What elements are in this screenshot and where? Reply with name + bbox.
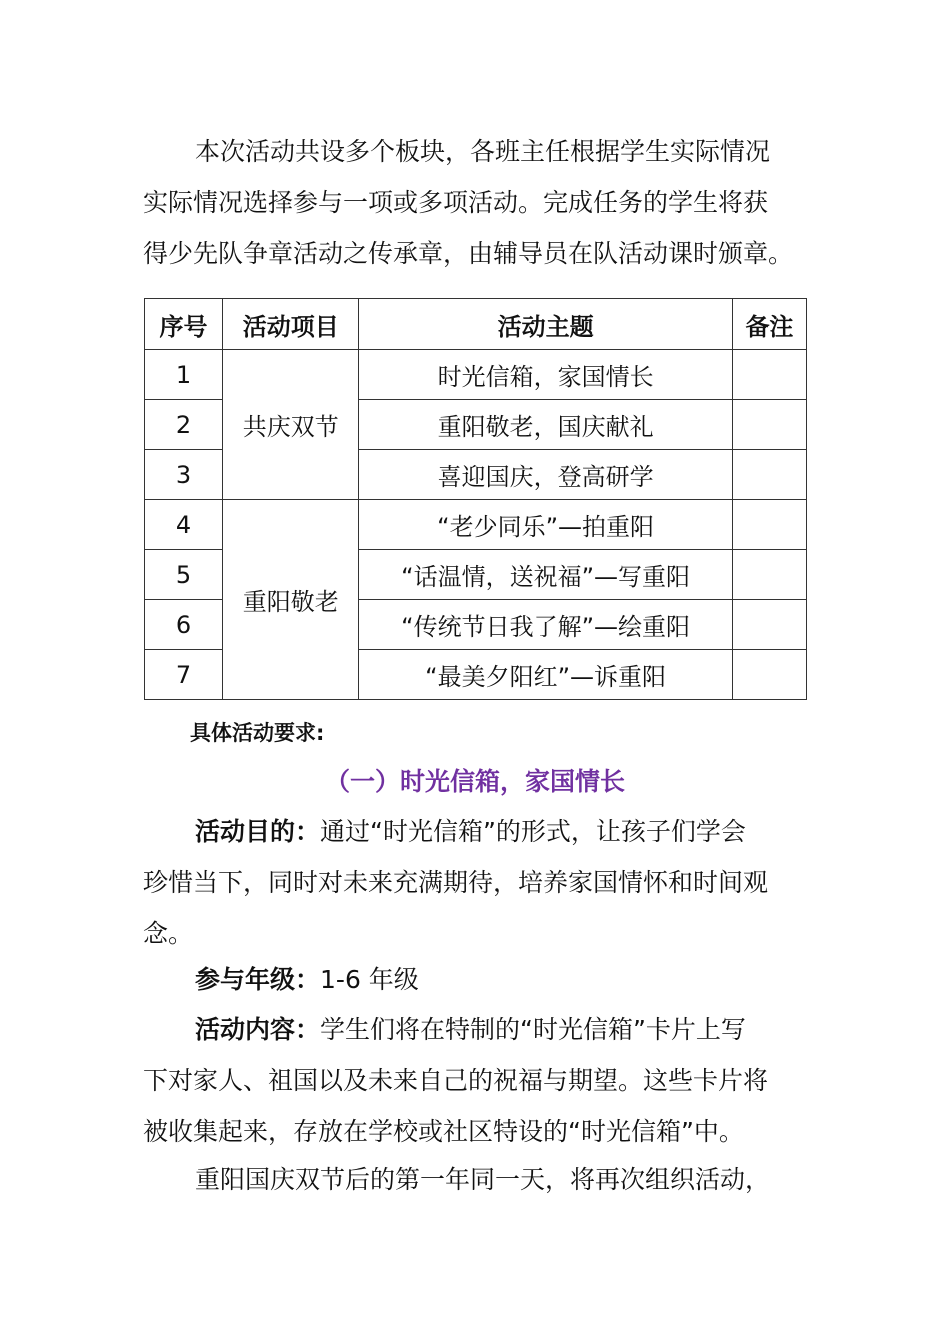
row-theme: “老少同乐”—拍重阳 bbox=[359, 500, 733, 550]
content-line-3: 被收集起来，存放在学校或社区特设的“时光信箱”中。 bbox=[143, 1117, 744, 1146]
row-number: 4 bbox=[145, 500, 223, 550]
row-number: 7 bbox=[145, 650, 223, 700]
content-paragraph bbox=[143, 1004, 807, 1157]
row-theme: “传统节日我了解”—绘重阳 bbox=[359, 600, 733, 650]
grade-value: 1-6 年级 bbox=[320, 965, 419, 994]
purpose-line-2: 珍惜当下，同时对未来充满期待，培养家国情怀和时间观 bbox=[143, 868, 769, 897]
row-theme: 时光信箱，家国情长 bbox=[359, 350, 733, 400]
row-note bbox=[732, 600, 806, 650]
table-header-row bbox=[145, 299, 807, 350]
row-number: 3 bbox=[145, 450, 223, 500]
row-theme: “最美夕阳红”—诉重阳 bbox=[359, 650, 733, 700]
followup-line-1: 重阳国庆双节后的第一年同一天，将再次组织活动， bbox=[195, 1165, 771, 1194]
row-note bbox=[732, 500, 806, 550]
table-row bbox=[145, 500, 807, 550]
row-number: 1 bbox=[145, 350, 223, 400]
content-line-1 bbox=[143, 1004, 807, 1055]
row-theme: 重阳敬老，国庆献礼 bbox=[359, 400, 733, 450]
intro-paragraph bbox=[143, 126, 807, 279]
purpose-label: 活动目的： bbox=[195, 817, 321, 846]
requirements-heading: 具体活动要求: bbox=[190, 721, 325, 745]
grade-line bbox=[143, 954, 807, 1005]
group-cell-festival: 共庆双节 bbox=[223, 350, 359, 500]
content-label: 活动内容： bbox=[195, 1015, 321, 1044]
table-row bbox=[145, 350, 807, 400]
purpose-text-1: 通过“时光信箱”的形式，让孩子们学会 bbox=[320, 817, 746, 846]
intro-line-3: 得少先队争章活动之传承章，由辅导员在队活动课时颁章。 bbox=[143, 239, 794, 268]
content-line-2: 下对家人、祖国以及未来自己的祝福与期望。这些卡片将 bbox=[143, 1066, 769, 1095]
purpose-line-1 bbox=[143, 806, 807, 857]
activity-table bbox=[144, 298, 807, 700]
header-theme: 活动主题 bbox=[359, 299, 733, 350]
purpose-paragraph bbox=[143, 806, 807, 959]
row-number: 2 bbox=[145, 400, 223, 450]
header-project: 活动项目 bbox=[223, 299, 359, 350]
row-number: 6 bbox=[145, 600, 223, 650]
content-text-1: 学生们将在特制的“时光信箱”卡片上写 bbox=[320, 1015, 746, 1044]
row-theme: “话温情，送祝福”—写重阳 bbox=[359, 550, 733, 600]
header-no: 序号 bbox=[145, 299, 223, 350]
row-note bbox=[732, 550, 806, 600]
row-note bbox=[732, 450, 806, 500]
row-note bbox=[732, 650, 806, 700]
group-cell-elder: 重阳敬老 bbox=[223, 500, 359, 700]
row-theme: 喜迎国庆，登高研学 bbox=[359, 450, 733, 500]
row-number: 5 bbox=[145, 550, 223, 600]
row-note bbox=[732, 400, 806, 450]
grade-paragraph bbox=[143, 954, 807, 1005]
header-note: 备注 bbox=[732, 299, 806, 350]
purpose-line-3: 念。 bbox=[143, 919, 194, 948]
intro-line-2: 实际情况选择参与一项或多项活动。完成任务的学生将获 bbox=[143, 188, 769, 217]
followup-paragraph bbox=[143, 1154, 807, 1205]
row-note bbox=[732, 350, 806, 400]
grade-label: 参与年级： bbox=[195, 965, 321, 994]
intro-line-1: 本次活动共设多个板块，各班主任根据学生实际情况 bbox=[195, 137, 771, 166]
section-title: （一）时光信箱，家国情长 bbox=[324, 767, 625, 796]
